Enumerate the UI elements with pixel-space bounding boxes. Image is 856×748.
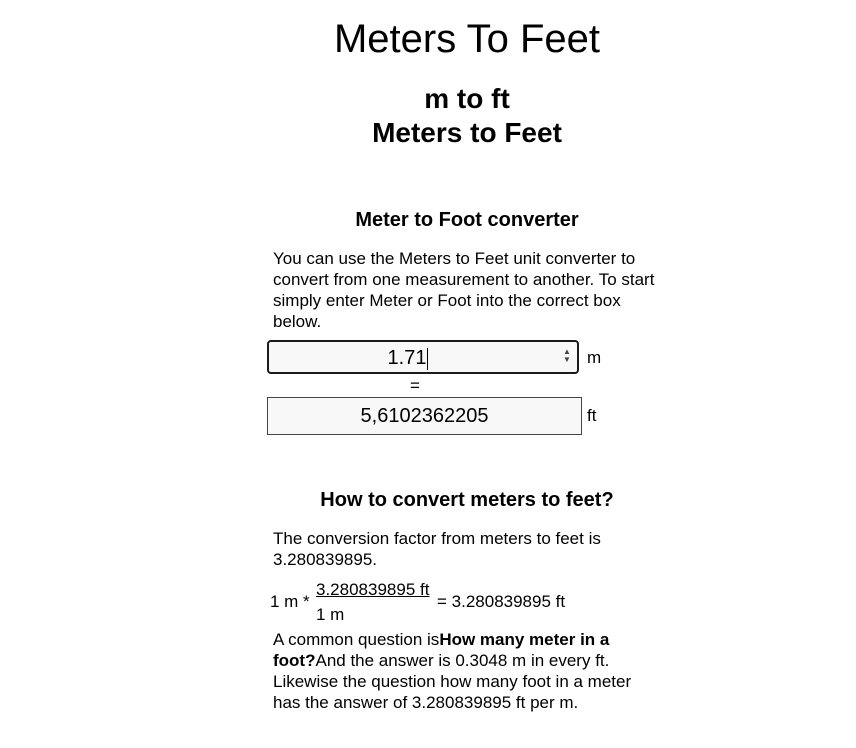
foot-input[interactable] — [267, 397, 582, 435]
subtitle-short: m to ft — [424, 83, 510, 114]
foot-unit-label: ft — [587, 406, 597, 425]
meter-input[interactable] — [267, 340, 579, 374]
fraction-denominator: 1 m — [316, 605, 345, 624]
factor-text: The conversion factor from meters to feet is 3.280839895. — [273, 529, 601, 569]
conversion-fraction — [316, 580, 429, 625]
formula-right: = 3.280839895 ft — [437, 592, 566, 611]
number-spinner[interactable] — [562, 348, 572, 366]
meter-unit-label: m — [587, 348, 602, 367]
question-paragraph — [273, 629, 655, 713]
converter-intro: You can use the Meters to Feet unit converter to convert from one measurement to another. To start simply enter Meter or Foot into the correct box below. — [273, 249, 655, 331]
spinner-down-icon[interactable]: ▼ — [563, 355, 571, 364]
question-bold: How many meter in a foot? — [273, 630, 610, 670]
formula-left: 1 m * — [270, 592, 310, 611]
equals-sign: = — [410, 376, 420, 395]
meter-input-value: 1.71 — [387, 347, 427, 369]
spinner-up-icon[interactable]: ▲ — [563, 347, 571, 356]
converter-heading: Meter to Foot converter — [355, 209, 579, 231]
page-title: Meters To Feet — [333, 17, 601, 61]
foot-input-value: 5,6102362205 — [360, 405, 489, 427]
text-caret — [427, 348, 428, 370]
answer-text: And the answer is 0.3048 m in every ft. Likewise the question how many foot in a meter has the answer of 3.280839895 ft per m. — [273, 651, 632, 712]
fraction-numerator: 3.280839895 ft — [316, 580, 430, 599]
subtitle-long: Meters to Feet — [372, 117, 562, 148]
question-prefix: A common question is — [273, 630, 440, 649]
howto-heading: How to convert meters to feet? — [320, 489, 614, 511]
